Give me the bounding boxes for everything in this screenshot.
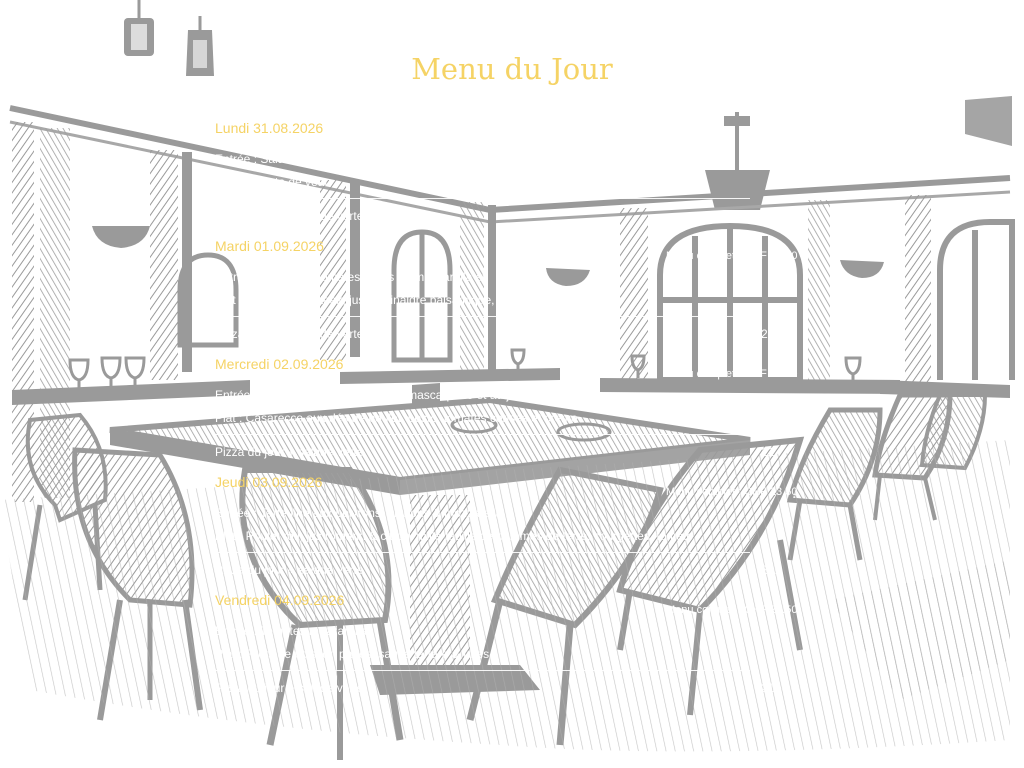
divider (215, 670, 750, 671)
day-title: Mercredi 02.09.2026 (215, 356, 344, 372)
entree-text: Entrée : Rouleaux de courgettes au mascarpone et au jambon cru (215, 388, 566, 402)
weekly-menu (215, 116, 810, 706)
divider (215, 316, 750, 317)
pizza-price: 21.- (761, 681, 782, 695)
menu-complete-price: Menu complet : CHF 23.50 (666, 250, 798, 262)
pizza-text: Pizza du jour + salade verte (215, 209, 364, 223)
pizza-price: 21.- (761, 445, 782, 459)
plat-text: Plat : Pavé de rumsteak, jus au vinaigre balsamique, haricots verts & patates (215, 293, 624, 307)
entree-text: Entrée : Salade verte (215, 152, 328, 166)
pizza-row (215, 323, 810, 345)
pizza-row (215, 559, 810, 581)
plat-text: Plat : Casarecce aux dés de poulet, pesto, tomates cerises et crème (215, 411, 578, 425)
menu-complete-price: Menu complet : CHF 23.50 (666, 368, 798, 380)
arched-window-far-right (940, 222, 1012, 380)
pizza-text: Pizza du jour + salade verte (215, 445, 364, 459)
divider (215, 198, 750, 199)
entree-text: Entrée : Tarte fine aux poivrons, oignons & mozzarella (215, 506, 503, 520)
pizza-price: 21.- (761, 327, 782, 341)
pendant-lamp-left (124, 0, 154, 56)
pizza-text: Pizza du jour + salade verte (215, 681, 364, 695)
entree-text: Entrée : Tomates mozzarella (215, 624, 367, 638)
plat-text: Plat : Piccata de veau (215, 175, 332, 189)
pizza-text: Pizza du jour + salade verte (215, 327, 364, 341)
menu-complete-price: Menu complet : CHF 23.50 (666, 486, 798, 498)
page-title: Menu du Jour (411, 52, 613, 86)
plat-text: Plat : Filets de poisson panés, sauce tartare & frites (215, 647, 490, 661)
plat-text: Plat : Poulet rôti, jus romarin & citron, mille-feuille de pommes de terre, courgettes, tomate (215, 529, 694, 543)
day-title: Vendredi 04.09.2026 (215, 592, 345, 608)
pizza-row (215, 677, 810, 699)
menu-complete-price: Menu complet : CHF 23.50 (666, 132, 798, 144)
entree-text: Entrée : Tartare de tomates, billes de mozzarella et (215, 270, 486, 284)
menu-complete-price: Menu complet : CHF 23.50 (666, 604, 798, 616)
day-section (215, 352, 810, 470)
pizza-text: Pizza du jour + salade verte (215, 563, 364, 577)
day-section (215, 470, 810, 588)
pizza-row (215, 441, 810, 463)
divider (215, 552, 750, 553)
day-section (215, 588, 810, 706)
pizza-row (215, 205, 810, 227)
pizza-price: 21.- (761, 209, 782, 223)
divider (215, 434, 750, 435)
day-section (215, 116, 810, 234)
day-title: Lundi 31.08.2026 (215, 120, 324, 136)
day-title: Mardi 01.09.2026 (215, 238, 324, 254)
day-section (215, 234, 810, 352)
pizza-price: 21.- (761, 563, 782, 577)
day-title: Jeudi 03.09.2026 (215, 474, 323, 490)
